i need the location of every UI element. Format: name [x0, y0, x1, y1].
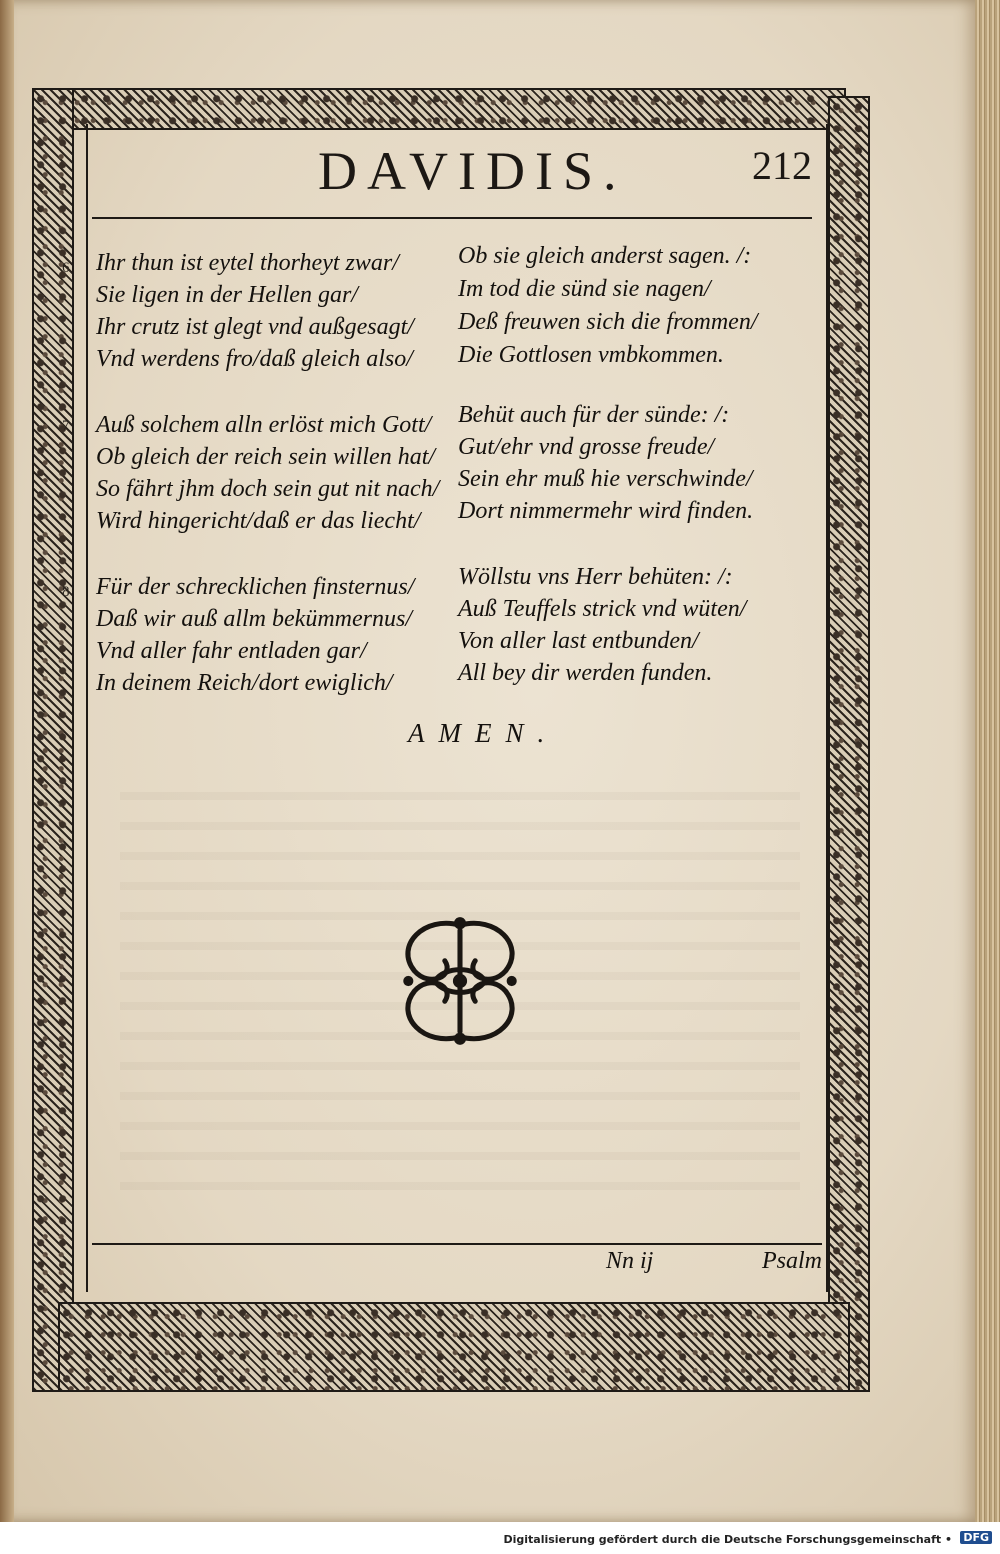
page-number: 212	[752, 143, 812, 188]
verse-line: Ob gleich der reich sein willen hat/	[96, 444, 436, 470]
dfg-logo: DFG	[960, 1531, 992, 1544]
verse-line: Die Gottlosen vmbkommen.	[458, 342, 724, 368]
verse-line: Gut/ehr vnd grosse freude/	[458, 434, 715, 460]
stanza-number: 6	[62, 260, 70, 276]
verse-line: Im tod die sünd sie nagen/	[458, 276, 711, 302]
verse-line: Ihr thun ist eytel thorheyt zwar/	[96, 250, 399, 276]
verse-line: Vnd aller fahr entladen gar/	[96, 638, 367, 664]
verse-line: Von aller last entbunden/	[458, 628, 699, 654]
verse-line: Ob sie gleich anderst sagen. /:	[458, 243, 752, 269]
verse-line: Behüt auch für der sünde: /:	[458, 402, 730, 428]
verse-line: Deß freuwen sich die frommen/	[458, 309, 758, 335]
ornamental-border-right	[828, 96, 870, 1392]
ornamental-border-left	[32, 88, 74, 1392]
running-title: DAVIDIS.	[318, 141, 627, 201]
verse-line: Wöllstu vns Herr behüten: /:	[458, 564, 733, 590]
verse-line: Sie ligen in der Hellen gar/	[96, 282, 358, 308]
stanza-number: 7	[62, 418, 70, 434]
header-rule	[92, 217, 812, 219]
verse-line: Ihr crutz ist glegt vnd außgesagt/	[96, 314, 414, 340]
verse-line: Sein ehr muß hie verschwinde/	[458, 466, 753, 492]
verse-line: Vnd werdens fro/daß gleich also/	[96, 346, 413, 372]
catchword: Psalm	[762, 1248, 822, 1274]
fleuron-ornament-icon	[384, 905, 536, 1057]
verse-line: Daß wir auß allm bekümmernus/	[96, 606, 412, 632]
verse-line: In deinem Reich/dort ewiglich/	[96, 670, 393, 696]
footer-rule	[92, 1243, 822, 1245]
ornamental-border-bottom	[58, 1302, 850, 1392]
verse-line: Auß Teuffels strick vnd wüten/	[458, 596, 747, 622]
page-edges	[975, 0, 1000, 1522]
credit-text: Digitalisierung gefördert durch die Deutsche Forschungsgemeinschaft •	[503, 1533, 952, 1546]
stanza-number: 8	[62, 584, 70, 600]
verse-line: Für der schrecklichen finsternus/	[96, 574, 415, 600]
verse-line: So fährt jhm doch sein gut nit nach/	[96, 476, 440, 502]
verse-line: Wird hingericht/daß er das liecht/	[96, 508, 421, 534]
verse-line: All bey dir werden funden.	[458, 660, 713, 686]
book-spine	[0, 0, 14, 1522]
verse-line: Auß solchem alln erlöst mich Gott/	[96, 412, 432, 438]
verse-line: Dort nimmermehr wird finden.	[458, 498, 754, 524]
signature-mark: Nn ij	[606, 1248, 654, 1274]
amen-text: AMEN.	[408, 718, 559, 748]
